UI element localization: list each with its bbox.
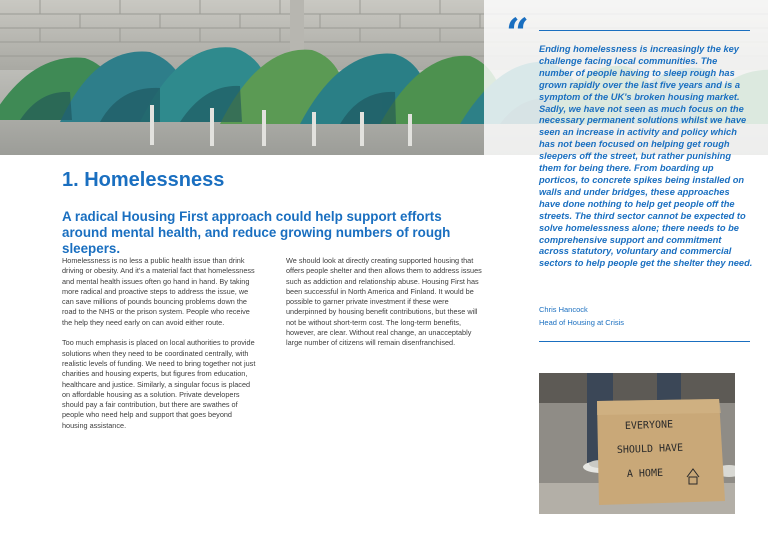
section-title: 1. Homelessness (62, 169, 225, 191)
sign-line-1: EVERYONE (624, 419, 674, 432)
body-paragraph: Homelessness is no less a public health issue than drink driving or obesity. And it's a material fact that homelessness and mental health issues often go hand in hand. By taking more radical and proactive steps to address the issue, we can save millions of pounds bouncing problems down the road to the NHS or the prison system. People who receive the help they need early on can avoid either route. (62, 256, 255, 327)
sign-line-3: A HOME (626, 467, 664, 480)
quote-divider-bottom (539, 341, 750, 342)
body-paragraph: Too much emphasis is placed on local authorities to provide solutions when they need to be coordinated centrally, with realistic levels of funding. We need to bring together not just charities and housing experts, but figures from education, healthcare and justice. Similarly, a singular focus is placed on affordable housing as a solution. Private developers should pay a fair contribution, but there are swathes of people who need help and support that goes beyond housing assistance. (62, 338, 256, 430)
quote-divider-top (539, 30, 750, 31)
body-paragraph: We should look at directly creating supported housing that offers people shelter and then allows them to address issues such as addiction and relationship abuse. Housing First has been successful in North America and Finland. It would be possible to garner private investment if these were underpinned by housing benefit contributions, but these will not be without short-term cost. The long-term benefits, however, are clear. Without real change, an unacceptably large number of citizens will remain disenfranchised. (286, 256, 482, 348)
quote-author-role: Head of Housing at Crisis (539, 318, 625, 327)
sign-photo (539, 373, 735, 514)
pull-quote: Ending homelessness is increasingly the key challenge facing local communities. The number of people having to sleep rough has grown rapidly over the last five years and is a symptom of the UK's broken housing market. Sadly, we have not seen as much focus on the necessary permanent solutions whilst we have seen an increase in activity and policy which has not been focused on helping get rough sleepers off the street, but rather punishing them for being there. From boarding up porticos, to concrete spikes being installed on walls and under bridges, these approaches have done nothing to help get people off the streets. The third sector cannot be expected to solve homelessness alone; there needs to be comprehensive support and commitment across statutory, voluntary and commercial sectors to help people get the shelter they need. (539, 44, 753, 269)
body-column-left (62, 256, 258, 441)
section-subtitle: A radical Housing First approach could help support efforts around mental health, and reduce growing numbers of rough sleepers. (62, 209, 451, 256)
body-column-right (286, 256, 482, 359)
quote-mark-icon: “ (506, 10, 530, 57)
sign-line-2: SHOULD HAVE (616, 442, 684, 456)
quote-author: Chris Hancock (539, 305, 588, 314)
